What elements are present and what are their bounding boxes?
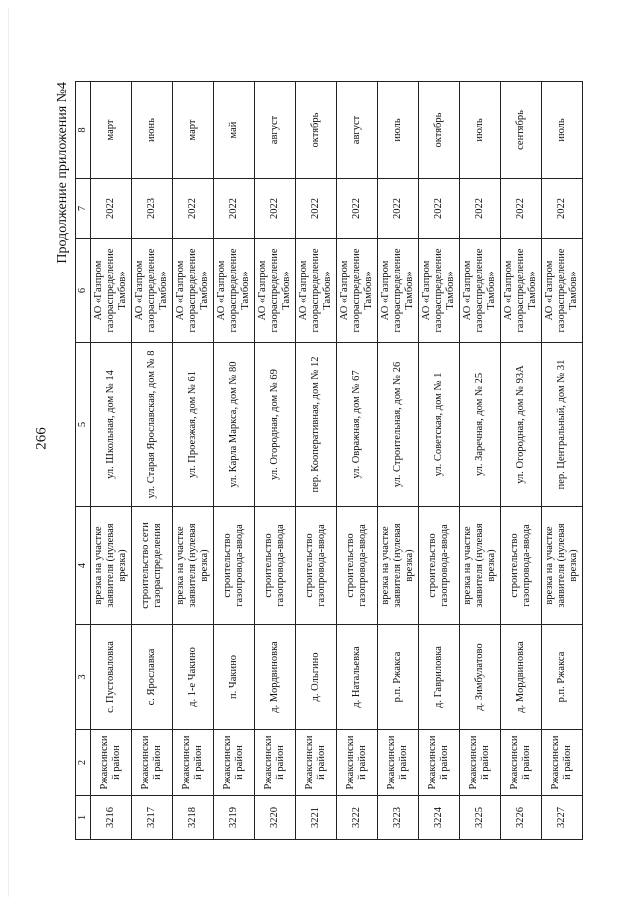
column-header: 7: [76, 179, 91, 239]
year-cell: 2022: [337, 179, 378, 239]
column-header: 8: [76, 82, 91, 179]
organization-cell: АО «Газпром газораспределение Тамбов»: [378, 239, 419, 343]
address-cell: ул. Карла Маркса, дом № 80: [214, 343, 255, 507]
month-cell: июль: [542, 82, 583, 179]
settlement-cell: д. Зимбулатово: [460, 625, 501, 730]
address-cell: ул. Школьная, дом № 14: [91, 343, 132, 507]
year-cell: 2022: [419, 179, 460, 239]
year-cell: 2022: [255, 179, 296, 239]
address-cell: ул. Огородная, дом № 69: [255, 343, 296, 507]
work-type-cell: врезка на участке заявителя (нулевая врезка): [460, 507, 501, 625]
district-cell: Ржаксинский район: [132, 730, 173, 796]
table-row: [419, 82, 460, 840]
address-cell: ул. Овражная, дом № 67: [337, 343, 378, 507]
organization-cell: АО «Газпром газораспределение Тамбов»: [173, 239, 214, 343]
year-cell: 2022: [378, 179, 419, 239]
address-cell: ул. Советская, дом № 1: [419, 343, 460, 507]
address-cell: ул. Старая Ярославская, дом № 8: [132, 343, 173, 507]
year-cell: 2022: [296, 179, 337, 239]
organization-cell: АО «Газпром газораспределение Тамбов»: [337, 239, 378, 343]
settlement-cell: д. Мордвиновка: [255, 625, 296, 730]
settlement-cell: с. Ярославка: [132, 625, 173, 730]
data-table: [75, 81, 583, 840]
district-cell: Ржаксинский район: [255, 730, 296, 796]
organization-cell: АО «Газпром газораспределение Тамбов»: [214, 239, 255, 343]
organization-cell: АО «Газпром газораспределение Тамбов»: [296, 239, 337, 343]
month-cell: июль: [460, 82, 501, 179]
work-type-cell: строительство газопровода-ввода: [296, 507, 337, 625]
organization-cell: АО «Газпром газораспределение Тамбов»: [255, 239, 296, 343]
address-cell: пер. Центральный, дом № 31: [542, 343, 583, 507]
address-cell: ул. Заречная, дом № 25: [460, 343, 501, 507]
year-cell: 2022: [460, 179, 501, 239]
address-cell: ул. Огородная, дом № 93А: [501, 343, 542, 507]
row-number-cell: 3216: [91, 796, 132, 840]
month-cell: сентябрь: [501, 82, 542, 179]
column-header: 6: [76, 239, 91, 343]
column-header: 3: [76, 625, 91, 730]
month-cell: март: [173, 82, 214, 179]
settlement-cell: д. Натальевка: [337, 625, 378, 730]
organization-cell: АО «Газпром газораспределение Тамбов»: [419, 239, 460, 343]
district-cell: Ржаксинский район: [91, 730, 132, 796]
district-cell: Ржаксинский район: [214, 730, 255, 796]
settlement-cell: д. 1-е Чакино: [173, 625, 214, 730]
row-number-cell: 3225: [460, 796, 501, 840]
row-number-cell: 3221: [296, 796, 337, 840]
table-row: [542, 82, 583, 840]
address-cell: пер. Кооперативная, дом № 12: [296, 343, 337, 507]
work-type-cell: строительство газопровода-ввода: [501, 507, 542, 625]
work-type-cell: врезка на участке заявителя (нулевая врезка): [542, 507, 583, 625]
organization-cell: АО «Газпром газораспределение Тамбов»: [501, 239, 542, 343]
district-cell: Ржаксинский район: [337, 730, 378, 796]
row-number-cell: 3222: [337, 796, 378, 840]
table-row: [296, 82, 337, 840]
settlement-cell: р.п. Ржакса: [542, 625, 583, 730]
row-number-cell: 3218: [173, 796, 214, 840]
organization-cell: АО «Газпром газораспределение Тамбов»: [542, 239, 583, 343]
column-header: 4: [76, 507, 91, 625]
month-cell: октябрь: [296, 82, 337, 179]
year-cell: 2022: [173, 179, 214, 239]
month-cell: июль: [378, 82, 419, 179]
organization-cell: АО «Газпром газораспределение Тамбов»: [91, 239, 132, 343]
work-type-cell: строительство газопровода-ввода: [419, 507, 460, 625]
table-row: [460, 82, 501, 840]
address-cell: ул. Строительная, дом № 26: [378, 343, 419, 507]
year-cell: 2022: [91, 179, 132, 239]
row-number-cell: 3224: [419, 796, 460, 840]
organization-cell: АО «Газпром газораспределение Тамбов»: [132, 239, 173, 343]
row-number-cell: 3226: [501, 796, 542, 840]
settlement-cell: д. Гавриловка: [419, 625, 460, 730]
district-cell: Ржаксинский район: [419, 730, 460, 796]
column-header: 2: [76, 730, 91, 796]
table-row: [214, 82, 255, 840]
settlement-cell: с. Пустоваловка: [91, 625, 132, 730]
scan-edge-line: [8, 8, 9, 897]
month-cell: октябрь: [419, 82, 460, 179]
district-cell: Ржаксинский район: [542, 730, 583, 796]
row-number-cell: 3217: [132, 796, 173, 840]
settlement-cell: д. Ольгино: [296, 625, 337, 730]
table-row: [501, 82, 542, 840]
work-type-cell: врезка на участке заявителя (нулевая врезка): [378, 507, 419, 625]
row-number-cell: 3227: [542, 796, 583, 840]
year-cell: 2022: [214, 179, 255, 239]
table-row: [378, 82, 419, 840]
column-header: 1: [76, 796, 91, 840]
work-type-cell: врезка на участке заявителя (нулевая врезка): [91, 507, 132, 625]
row-number-cell: 3220: [255, 796, 296, 840]
settlement-cell: р.п. Ржакса: [378, 625, 419, 730]
year-cell: 2022: [542, 179, 583, 239]
table-row: [91, 82, 132, 840]
district-cell: Ржаксинский район: [173, 730, 214, 796]
year-cell: 2022: [501, 179, 542, 239]
organization-cell: АО «Газпром газораспределение Тамбов»: [460, 239, 501, 343]
row-number-cell: 3219: [214, 796, 255, 840]
district-cell: Ржаксинский район: [378, 730, 419, 796]
district-cell: Ржаксинский район: [296, 730, 337, 796]
settlement-cell: д. Мордвиновка: [501, 625, 542, 730]
work-type-cell: строительство газопровода-ввода: [255, 507, 296, 625]
year-cell: 2023: [132, 179, 173, 239]
work-type-cell: строительство газопровода-ввода: [337, 507, 378, 625]
work-type-cell: строительство сети газораспределения: [132, 507, 173, 625]
work-type-cell: строительство газопровода-ввода: [214, 507, 255, 625]
table-row: [255, 82, 296, 840]
address-cell: ул. Проезжая, дом № 61: [173, 343, 214, 507]
month-cell: август: [255, 82, 296, 179]
work-type-cell: врезка на участке заявителя (нулевая врезка): [173, 507, 214, 625]
month-cell: май: [214, 82, 255, 179]
row-number-cell: 3223: [378, 796, 419, 840]
table-body: [91, 82, 583, 840]
table-row: [173, 82, 214, 840]
settlement-cell: п. Чакино: [214, 625, 255, 730]
rotated-page: [55, 80, 585, 840]
month-cell: март: [91, 82, 132, 179]
district-cell: Ржаксинский район: [501, 730, 542, 796]
page-number: 266: [33, 427, 50, 450]
column-header: 5: [76, 343, 91, 507]
header-row: [76, 82, 91, 840]
month-cell: август: [337, 82, 378, 179]
month-cell: июнь: [132, 82, 173, 179]
table-row: [132, 82, 173, 840]
table-row: [337, 82, 378, 840]
appendix-caption: Продолжение приложения №4: [55, 82, 70, 264]
district-cell: Ржаксинский район: [460, 730, 501, 796]
